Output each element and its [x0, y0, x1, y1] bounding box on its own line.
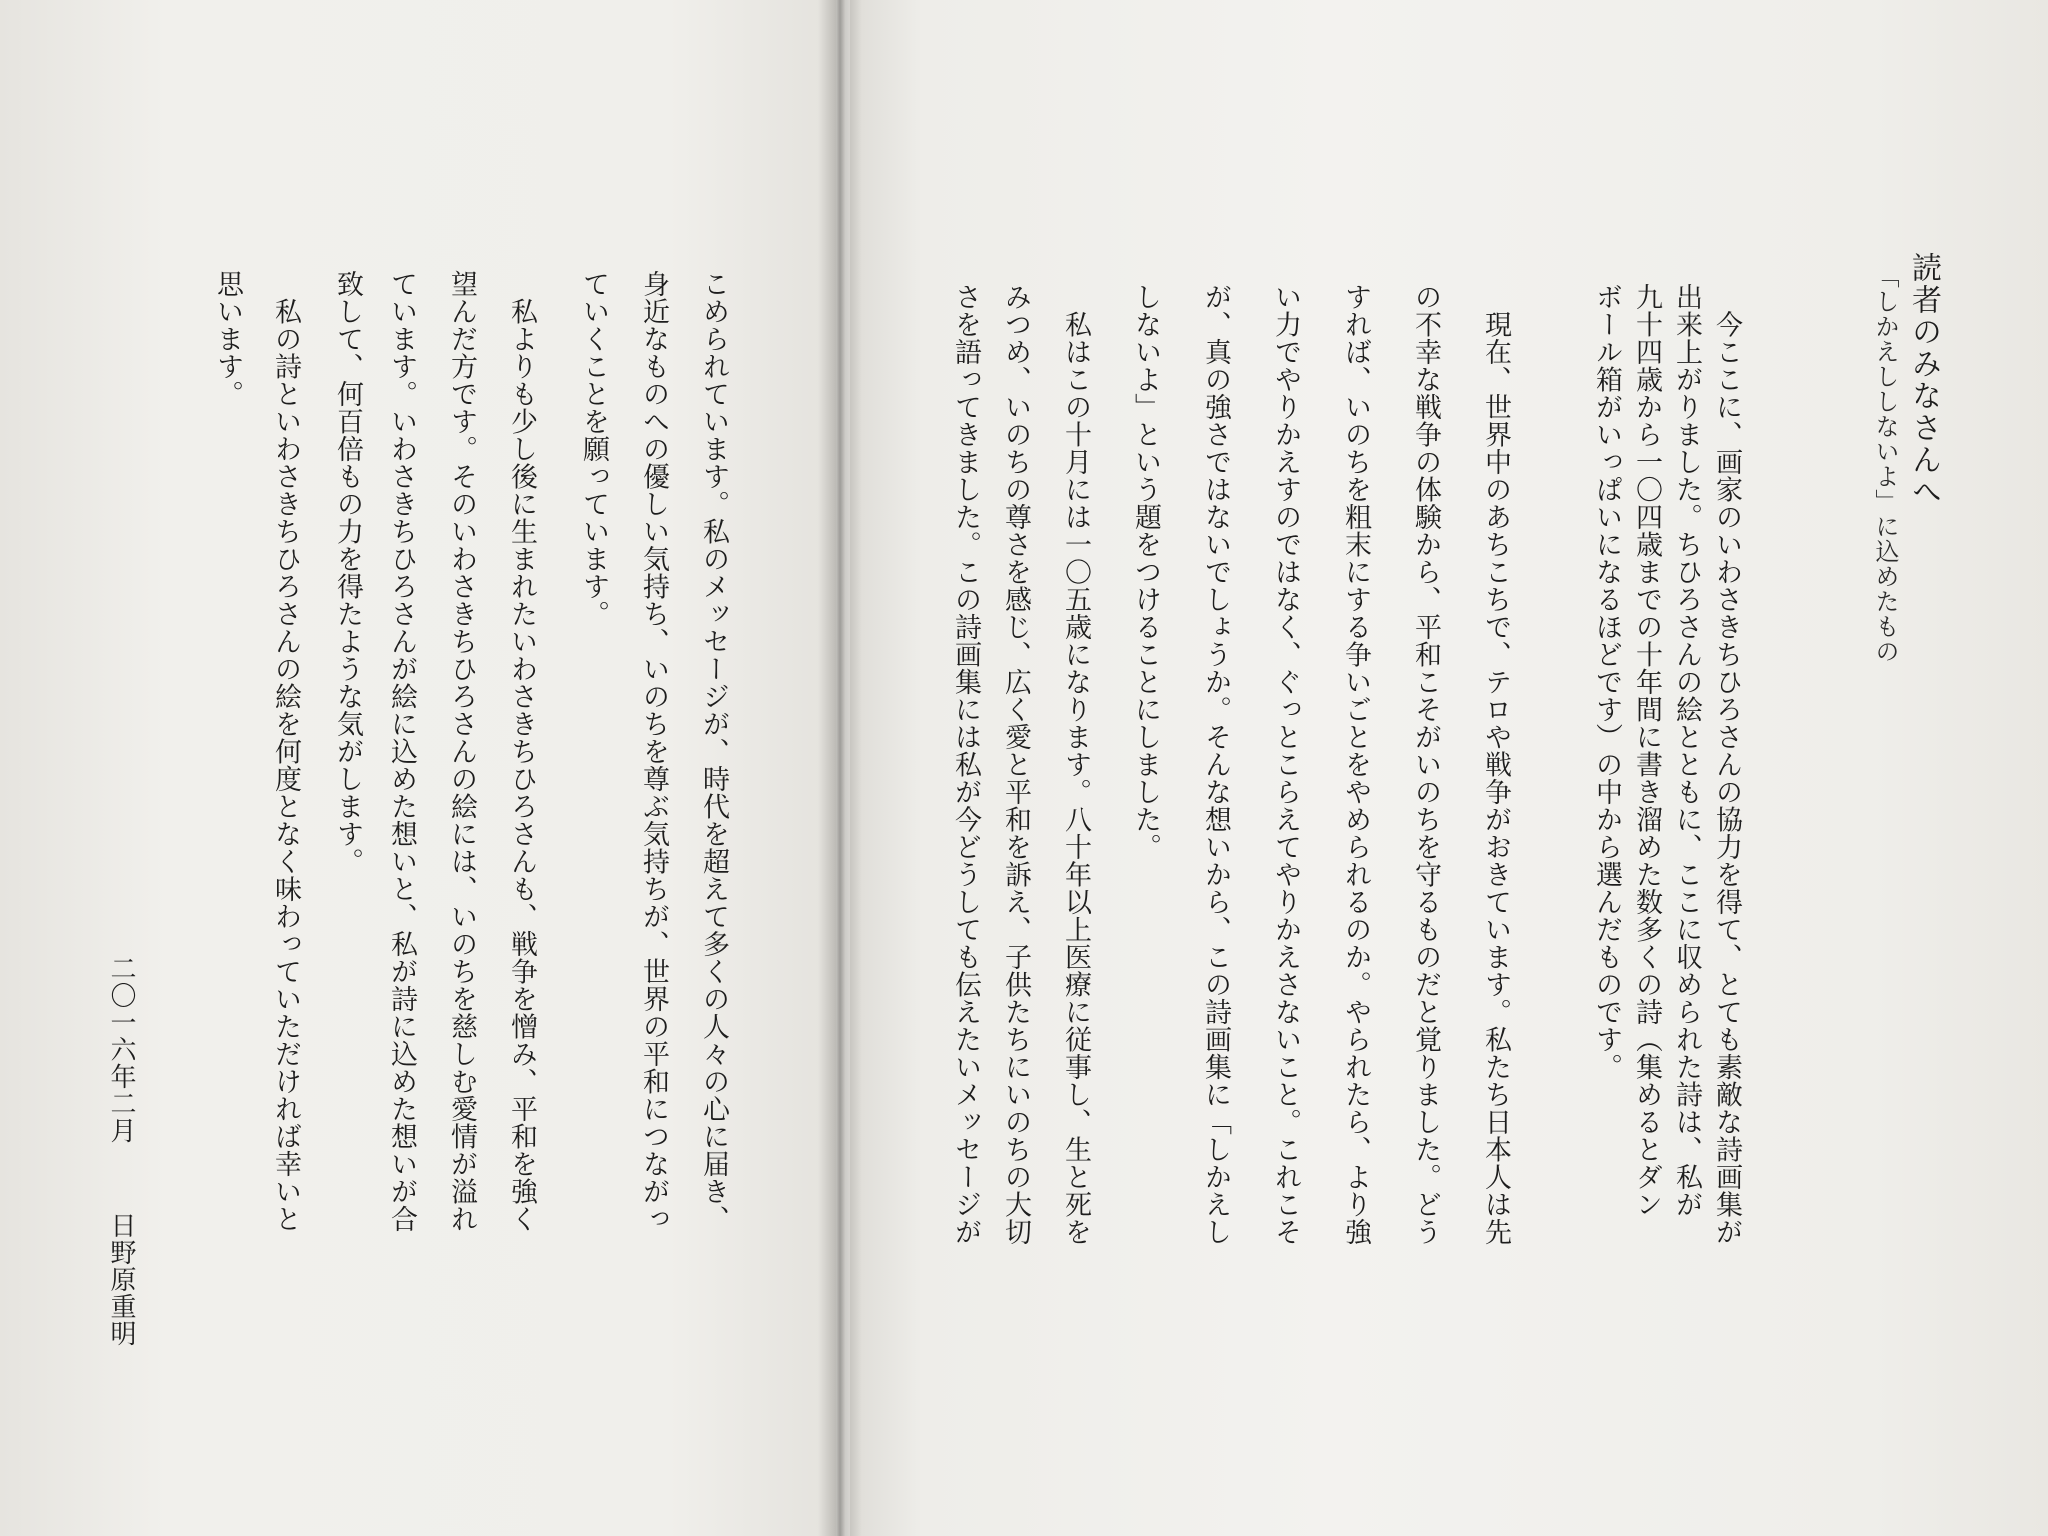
left-column-5: 望んだ方です。そのいわさきちひろさんの絵には、いのちを慈しむ愛情が溢れ [446, 270, 477, 1233]
heading-title: 読者のみなさんへ [1906, 252, 1941, 508]
left-column-2: 身近なものへの優しい気持ち、いのちを尊ぶ気持ちが、世界の平和につながっ [638, 270, 669, 1233]
left-column-3: ていくことを願っています。 [578, 270, 609, 628]
right-column-7: すれば、いのちを粗末にする争いごとをやめられるのか。やられたら、より強 [1340, 283, 1371, 1246]
left-column-9: 思います。 [212, 270, 243, 408]
right-column-11: 私はこの十月には一〇五歳になります。八十年以上医療に従事し、生と死を [1060, 283, 1091, 1246]
right-column-8: い力でやりかえすのではなく、ぐっとこらえてやりかえさないこと。これこそ [1270, 283, 1301, 1246]
right-column-9: が、真の強さではないでしょうか。そんな想いから、この詩画集に「しかえし [1200, 283, 1231, 1246]
left-column-1: こめられています。私のメッセージが、時代を超えて多くの人々の心に届き、 [698, 270, 729, 1233]
heading-subtitle: 「しかえししないよ」に込めたもの [1871, 264, 1899, 664]
left-column-8: 私の詩といわさきちひろさんの絵を何度となく味わっていただければ幸いと [270, 270, 301, 1233]
right-column-3: 九十四歳から一〇四歳までの十年間に書き溜めた数多くの詩（集めるとダン [1631, 283, 1662, 1218]
right-column-5: 現在、世界中のあちこちで、テロや戦争がおきています。私たち日本人は先 [1480, 283, 1511, 1246]
left-column-6: ています。いわさきちひろさんが絵に込めた想いと、私が詩に込めた想いが合 [386, 270, 417, 1233]
left-column-4: 私よりも少し後に生まれたいわさきちひろさんも、戦争を憎み、平和を強く [506, 270, 537, 1233]
left-column-7: 致して、何百倍もの力を得たような気がします。 [332, 270, 363, 875]
right-column-2: 出来上がりました。ちひろさんの絵とともに、ここに収められた詩は、私が [1671, 283, 1702, 1218]
right-column-12: みつめ、いのちの尊さを感じ、広く愛と平和を訴え、子供たちにいのちの大切 [1000, 283, 1031, 1246]
book-gutter [818, 0, 862, 1536]
right-column-4: ボール箱がいっぱいになるほどです）の中から選んだものです。 [1591, 283, 1622, 1081]
right-column-6: の不幸な戦争の体験から、平和こそがいのちを守るものだと覚りました。どう [1410, 283, 1441, 1246]
signature-author: 日野原重明 [106, 1212, 136, 1347]
right-column-1: 今ここに、画家のいわさきちひろさんの協力を得て、とても素敵な詩画集が [1711, 283, 1742, 1246]
signature-date: 二〇一六年二月 [106, 955, 136, 1144]
right-column-10: しないよ」という題をつけることにしました。 [1130, 283, 1161, 861]
right-column-13: さを語ってきました。この詩画集には私が今どうしても伝えたいメッセージが [950, 283, 981, 1246]
